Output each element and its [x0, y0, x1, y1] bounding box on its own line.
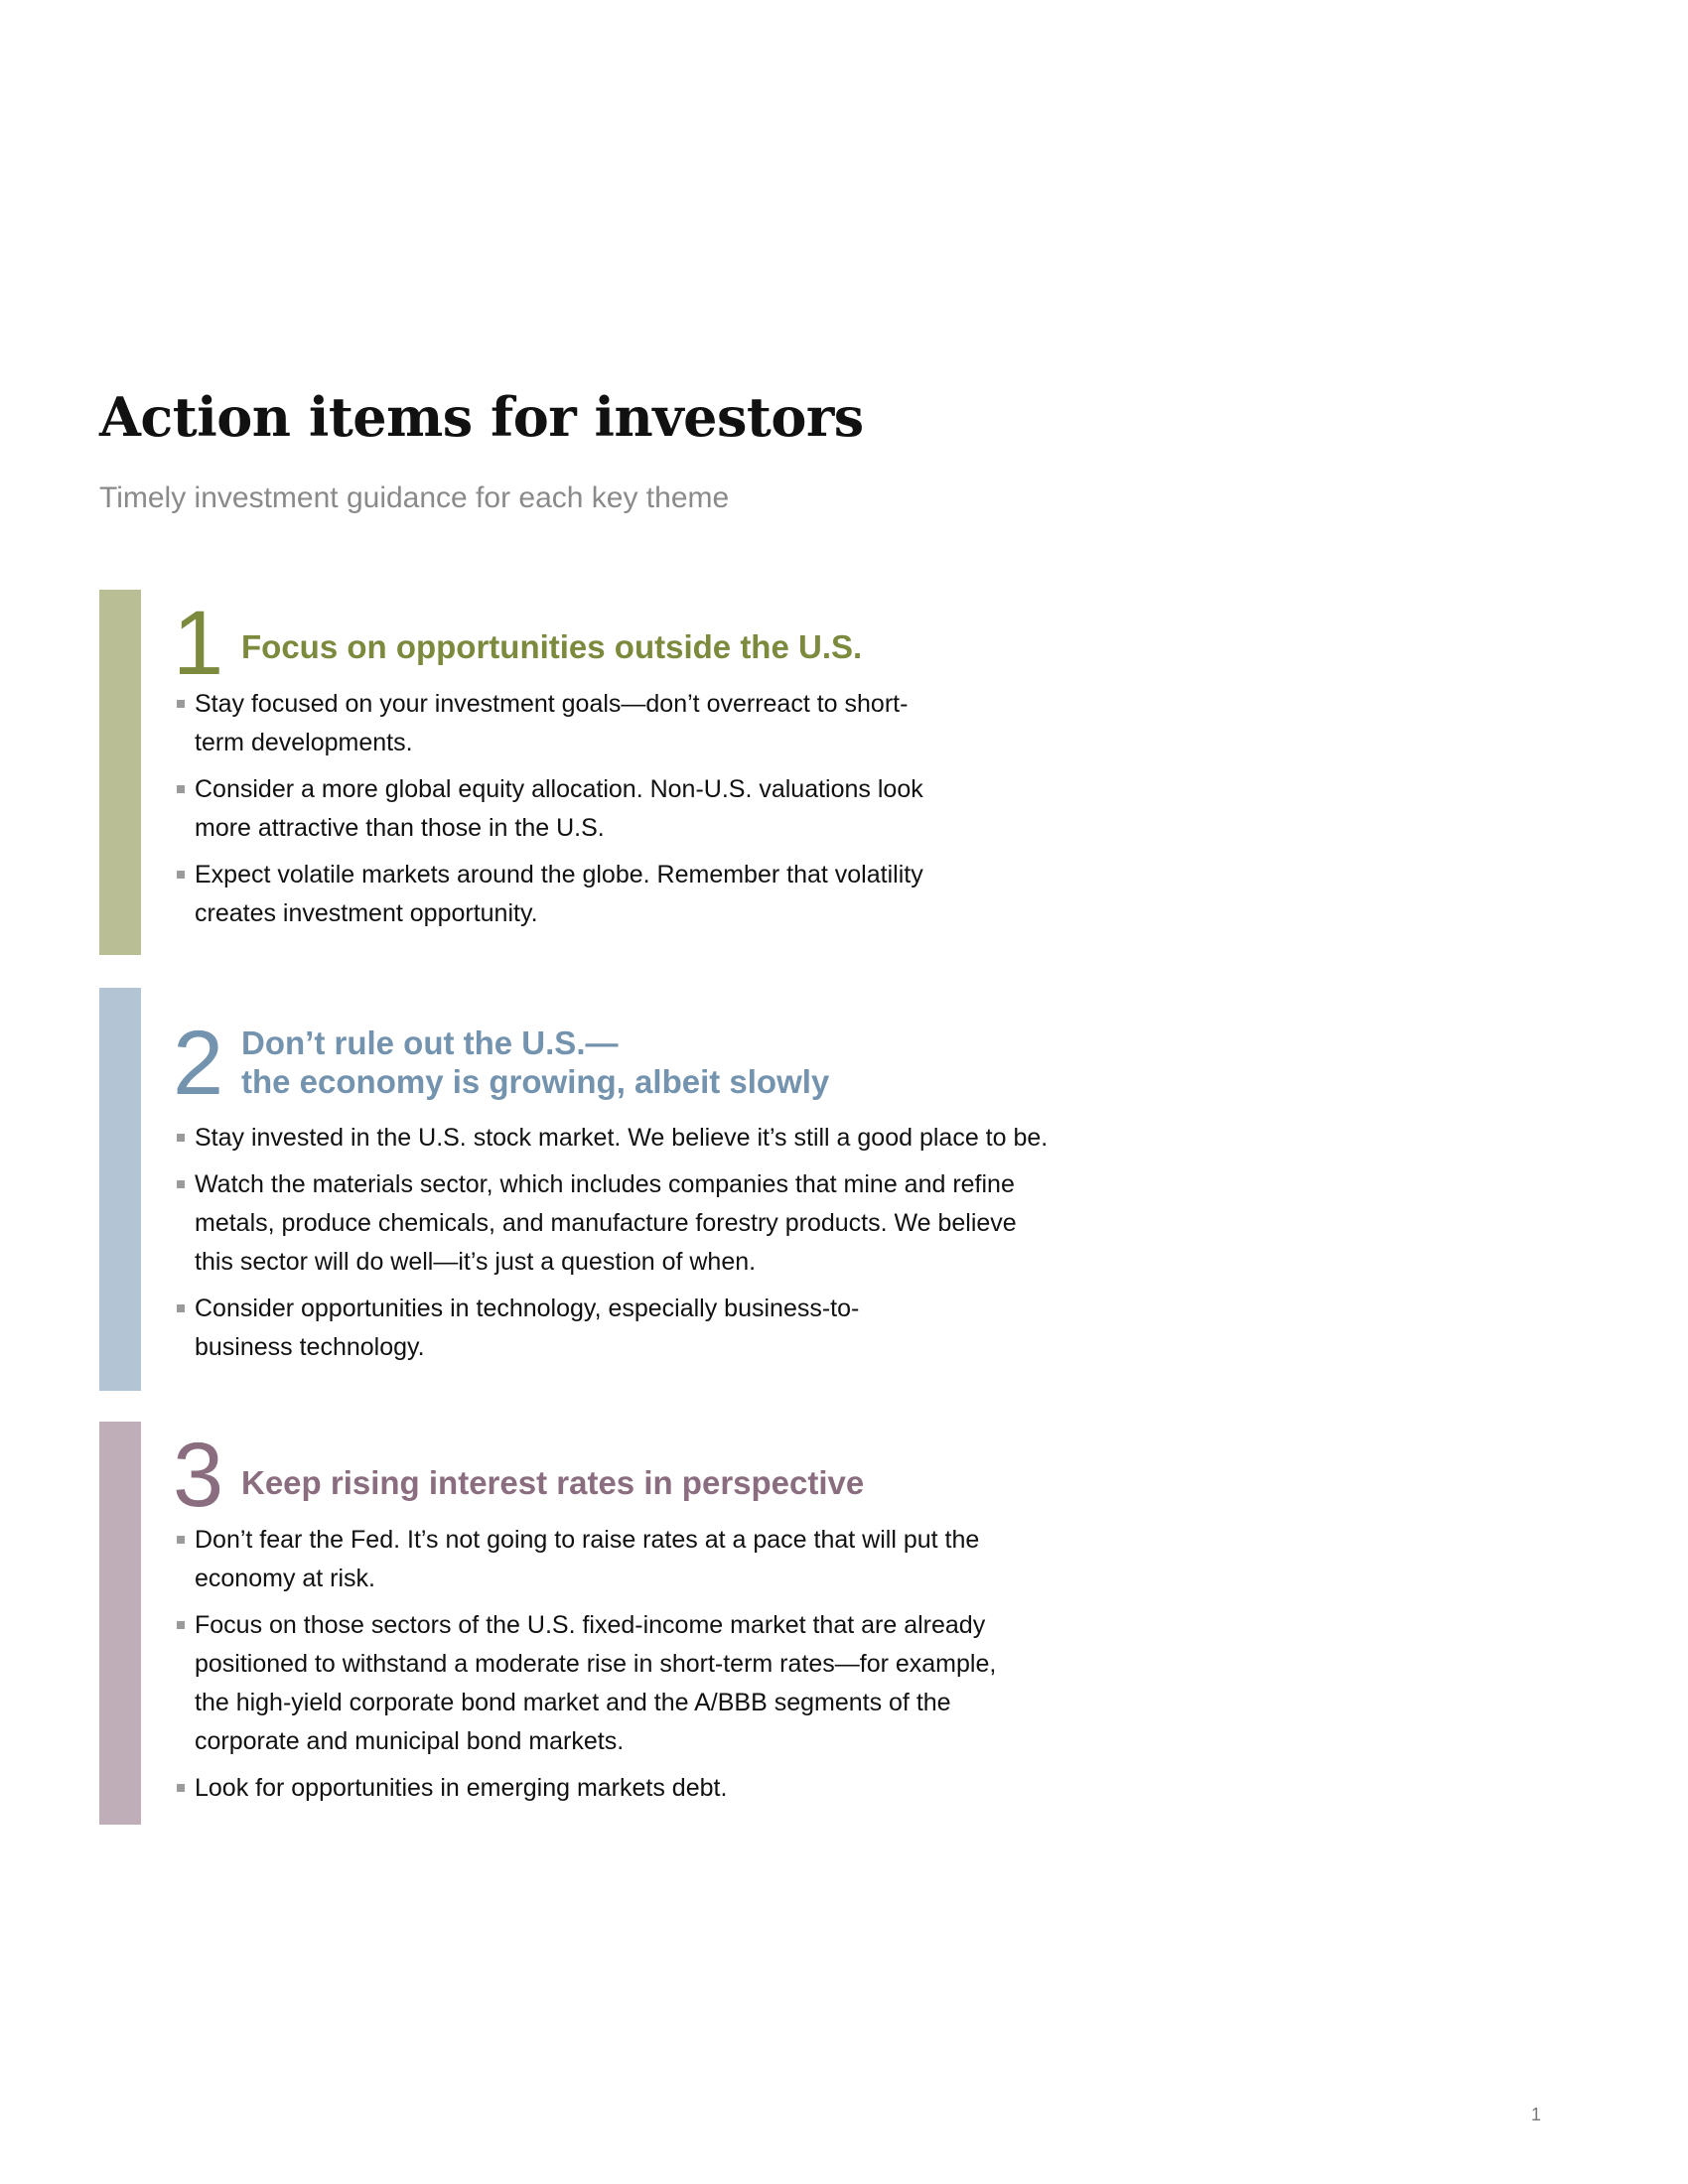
- list-item: [177, 685, 1170, 762]
- bullet-line: Watch the materials sector, which includes companies that mine and refine: [195, 1170, 1015, 1198]
- bullet-line: this sector will do well—it’s just a question of when.: [195, 1248, 757, 1276]
- bullet-line: metals, produce chemicals, and manufacture forestry products. We believe: [195, 1209, 1017, 1237]
- bullet-line: Focus on those sectors of the U.S. fixed-income market that are already: [195, 1611, 986, 1639]
- list-item: [177, 1606, 1170, 1761]
- bullet-line: Consider a more global equity allocation. Non-U.S. valuations look: [195, 775, 923, 803]
- list-item: [177, 770, 1170, 848]
- bullet-line: positioned to withstand a moderate rise in short-term rates—for example,: [195, 1650, 997, 1678]
- bullet-square-icon: [177, 785, 185, 793]
- bullet-square-icon: [177, 1180, 185, 1188]
- bullet-square-icon: [177, 1304, 185, 1312]
- bullet-line: business technology.: [195, 1333, 425, 1361]
- section-2-heading: [241, 1024, 829, 1101]
- bullet-square-icon: [177, 1134, 185, 1142]
- list-item: [177, 1290, 1170, 1367]
- page-number: 1: [1531, 2105, 1542, 2124]
- heading-line: Focus on opportunities outside the U.S.: [241, 628, 863, 665]
- bullet-square-icon: [177, 871, 185, 879]
- heading-line: Don’t rule out the U.S.—: [241, 1024, 619, 1061]
- bullet-line: term developments.: [195, 729, 413, 756]
- section-2-color-bar: [99, 988, 141, 1391]
- list-item: [177, 1521, 1170, 1598]
- bullet-line: Don’t fear the Fed. It’s not going to raise rates at a pace that will put the: [195, 1526, 980, 1554]
- bullet-line: creates investment opportunity.: [195, 899, 538, 927]
- bullet-line: Expect volatile markets around the globe. Remember that volatility: [195, 861, 923, 888]
- page-title: Action items for investors: [99, 385, 864, 449]
- bullet-line: corporate and municipal bond markets.: [195, 1727, 625, 1755]
- heading-line: the economy is growing, albeit slowly: [241, 1063, 830, 1100]
- section-1-color-bar: [99, 590, 141, 955]
- bullet-square-icon: [177, 1784, 185, 1792]
- page-subtitle: Timely investment guidance for each key theme: [99, 481, 730, 514]
- bullet-line: more attractive than those in the U.S.: [195, 814, 605, 842]
- bullet-square-icon: [177, 1536, 185, 1544]
- list-item: [177, 1769, 1170, 1808]
- section-1: [99, 590, 1092, 955]
- section-1-bullets: [177, 685, 1170, 941]
- section-1-number: 1: [173, 593, 222, 694]
- section-2-bullets: [177, 1119, 1170, 1375]
- section-3-bullets: [177, 1521, 1170, 1816]
- section-2: [99, 988, 1092, 1391]
- bullet-line: economy at risk.: [195, 1565, 376, 1592]
- bullet-line: Stay focused on your investment goals—don’t overreact to short-: [195, 690, 909, 718]
- section-3-number: 3: [173, 1425, 222, 1526]
- section-1-heading: [241, 627, 862, 666]
- bullet-line: Stay invested in the U.S. stock market. We believe it’s still a good place to be.: [195, 1124, 1049, 1152]
- list-item: [177, 856, 1170, 933]
- list-item: [177, 1165, 1170, 1282]
- bullet-square-icon: [177, 700, 185, 708]
- heading-line: Keep rising interest rates in perspective: [241, 1464, 865, 1501]
- bullet-line: the high-yield corporate bond market and the A/BBB segments of the: [195, 1689, 951, 1716]
- bullet-square-icon: [177, 1621, 185, 1629]
- list-item: [177, 1119, 1170, 1158]
- section-3-color-bar: [99, 1422, 141, 1825]
- section-3: [99, 1422, 1092, 1825]
- bullet-line: Consider opportunities in technology, especially business-to-: [195, 1295, 860, 1322]
- section-2-number: 2: [173, 1013, 222, 1114]
- section-3-heading: [241, 1463, 864, 1502]
- bullet-line: Look for opportunities in emerging markets debt.: [195, 1774, 728, 1802]
